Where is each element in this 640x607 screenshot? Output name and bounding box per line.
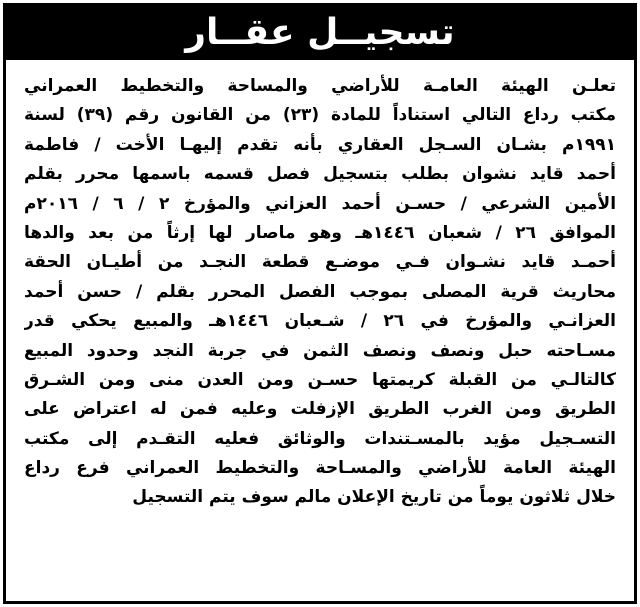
notice-line: التسـجيل مؤيد بالمسـتندات والوثائق فعليه التقـدم إلى مكتب [24, 428, 616, 449]
notice-line: كالتالـي من القبلة كريمتها حسـن ومن العدن منى ومن الشـرق [24, 369, 616, 390]
notice-line: محاريث قرية المصلى بموجب الفصل المحرر بقلم / حسن أحمد [24, 281, 616, 302]
notice-line: تعلـن الهيئة العامـة للأراضي والمساحة والتخطيط العمراني [24, 76, 616, 96]
notice-line: الموافق ٢٦ / شعبان ١٤٤٦هـ وهو ماصار لها إرثاً من بعد والدها [24, 222, 616, 243]
notice-line: مسـاحته حبل ونصف ونصف الثمن في جربة النجد وحدود المبيع [24, 340, 616, 361]
notice-frame [3, 3, 637, 604]
notice-title-bar [6, 6, 634, 60]
notice-line: الهيئة العامة للأراضي والمسـاحة والتخطيط العمراني فرع رداع [24, 458, 616, 479]
notice-line: الأمين الشرعي / حسـن أحمد العزاني والمؤرخ ٢ / ٦ / ٢٠١٦م [24, 193, 616, 214]
notice-line: ١٩٩١م بشـان السـجل العقاري بأنه تقدم إليهـا الأخت / فاطمة [24, 134, 616, 155]
notice-body [24, 72, 616, 513]
notice-line: أحمـد قايد نشـوان فـي موضـع قطعة النجـد من أطيـان الحقة [24, 252, 616, 273]
notice-title: تسجيــل عقــار [185, 12, 455, 53]
notice-line: مكتب رداع التالي استناداً للمادة (٢٣) من القانون رقم (٣٩) لسنة [24, 105, 616, 126]
notice-line: العزانـي والمؤرخ في ٢٦ / شـعبان ١٤٤٦هـ والمبيع يحكي قدر [24, 311, 616, 332]
notice-line: الطريق ومن الغرب الطريق الإزفلت وعليه فمن له اعتراض على [24, 399, 616, 420]
notice-line: خلال ثلاثون يوماً من تاريخ الإعلان مالم سوف يتم التسجيل [132, 487, 616, 508]
notice-line: أحمد قايد نشوان بطلب بتسجيل فصل قسمه باسمها محرر بقلم [24, 164, 616, 185]
